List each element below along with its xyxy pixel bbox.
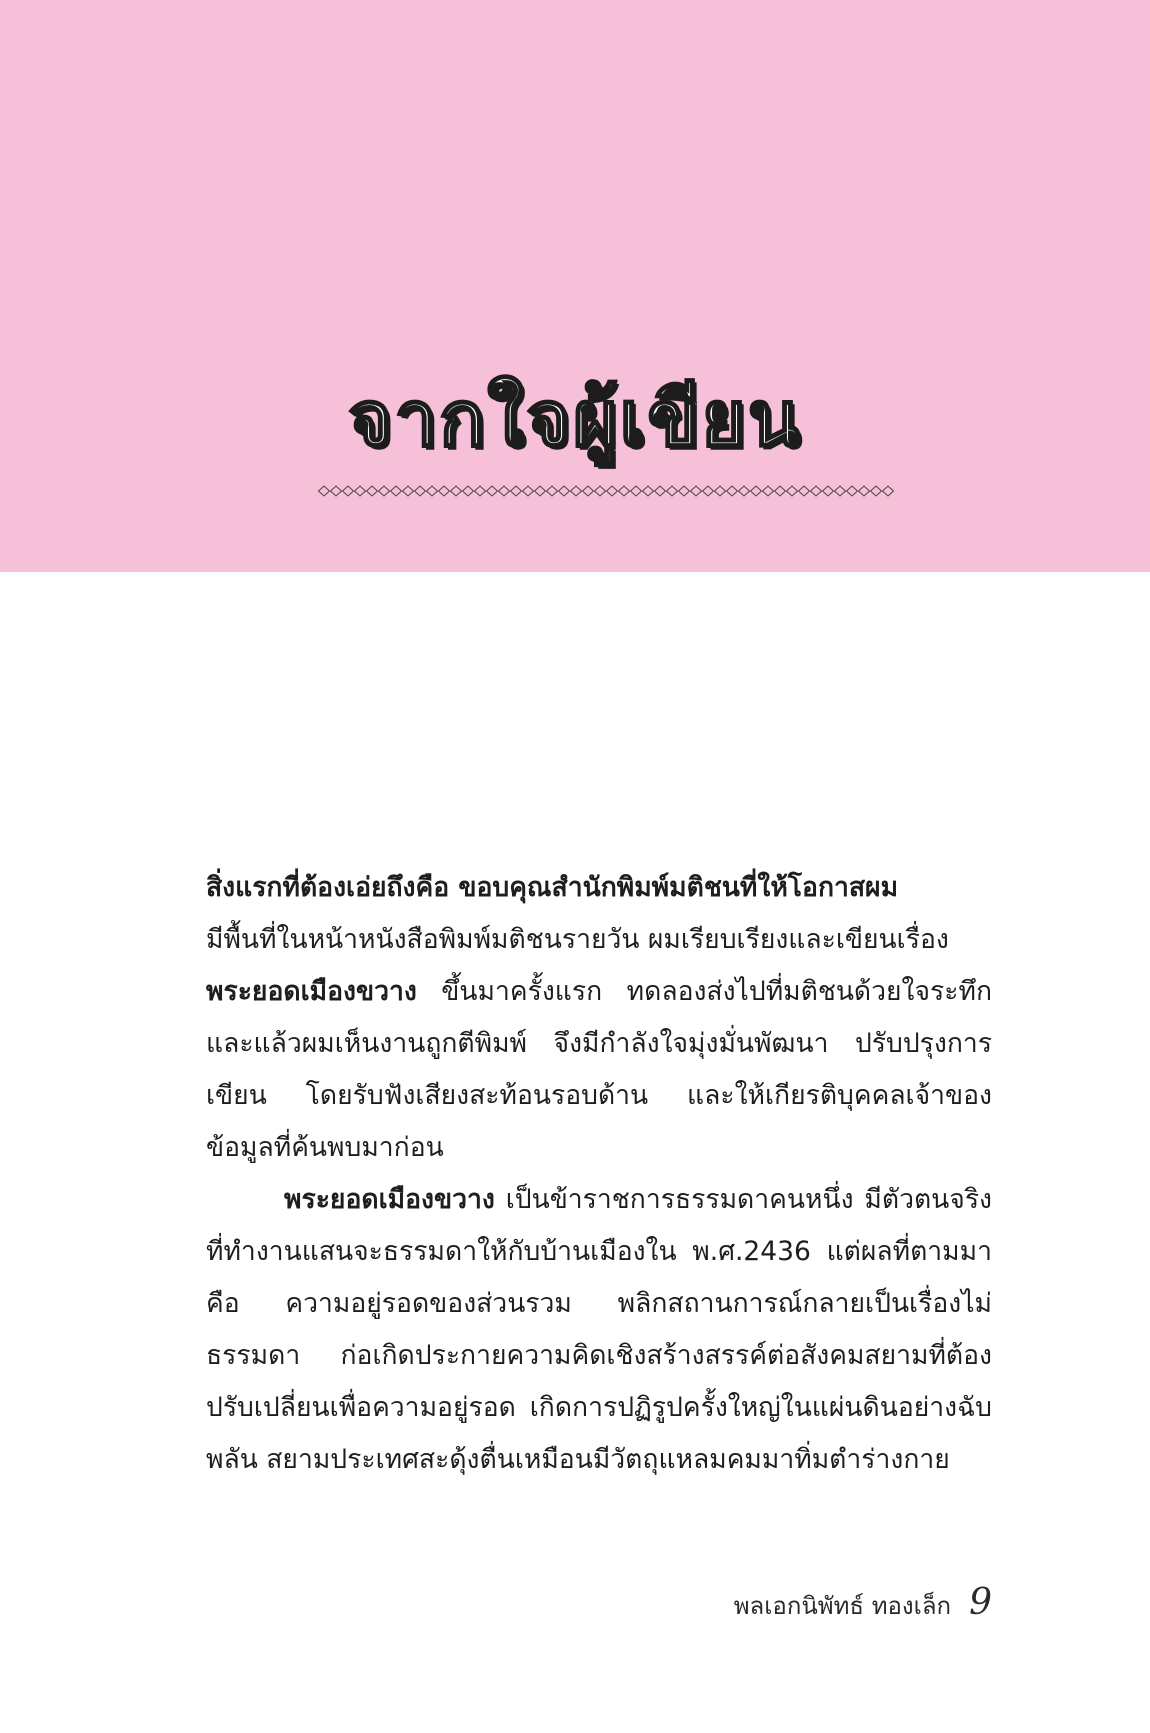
chapter-header-band	[0, 0, 1150, 572]
body-text	[206, 862, 992, 1486]
opening-sentence: สิ่งแรกที่ต้องเอ่ยถึงคือ ขอบคุณสำนักพิมพ์มติชนที่ให้โอกาสผม	[206, 872, 899, 903]
diamond-ornament	[511, 486, 522, 496]
diamond-ornament	[811, 486, 822, 496]
diamond-ornament	[883, 486, 894, 496]
diamond-ornament	[403, 486, 414, 496]
diamond-ornament	[379, 486, 390, 496]
diamond-ornament	[463, 486, 474, 496]
diamond-ornament	[631, 486, 642, 496]
paragraph-2-text: เป็นข้าราชการธรรมดาคนหนึ่ง มีตัวตนจริง ที่ทำงานแสนจะธรรมดาให้กับบ้านเมืองใน พ.ศ.2436 แต่ผลที่ตามมาคือ ความอยู่รอดของส่วนรวม พลิกสถานการณ์กลายเป็นเรื่องไม่ธรรมดา ก่อเกิดประกายความคิดเชิงสร้างสรรค์ต่อสังคมสยามที่ต้องปรับเปลี่ยนเพื่อความอยู่รอด เกิดการปฏิรูปครั้งใหญ่ในแผ่นดินอย่างฉับพลัน สยามประเทศสะดุ้งตื่นเหมือนมีวัตถุแหลมคมมาทิ่มตำร่างกาย	[206, 1184, 992, 1475]
diamond-ornament	[859, 486, 870, 496]
diamond-ornament	[619, 486, 630, 496]
diamond-ornament	[763, 486, 774, 496]
diamond-ornament	[835, 486, 846, 496]
diamond-ornament	[331, 486, 342, 496]
diamond-ornament	[667, 486, 678, 496]
diamond-ornament	[475, 486, 486, 496]
diamond-ornament	[535, 486, 546, 496]
book-title: พระยอดเมืองขวาง	[206, 976, 417, 1007]
paragraph-1	[206, 862, 992, 1174]
diamond-ornament	[595, 486, 606, 496]
diamond-ornament	[583, 486, 594, 496]
diamond-ornament	[655, 486, 666, 496]
diamond-ornament	[823, 486, 834, 496]
diamond-ornament	[727, 486, 738, 496]
diamond-ornament	[787, 486, 798, 496]
diamond-ornament	[427, 486, 438, 496]
diamond-ornament	[751, 486, 762, 496]
paragraph-1-text-b: ขึ้นมาครั้งแรก ทดลองส่งไปที่มติชนด้วยใจระทึก และแล้วผมเห็นงานถูกตีพิมพ์ จึงมีกำลังใจมุ่งมั่นพัฒนา ปรับปรุงการเขียน โดยรับฟังเสียงสะท้อนรอบด้าน และให้เกียรติบุคคลเจ้าของข้อมูลที่ค้นพบมาก่อน	[206, 976, 992, 1163]
diamond-ornament	[775, 486, 786, 496]
book-title-repeat: พระยอดเมืองขวาง	[284, 1184, 495, 1215]
diamond-ornament	[871, 486, 882, 496]
diamond-ornament	[523, 486, 534, 496]
chapter-title: จากใจผู้เขียน	[348, 374, 802, 463]
diamond-ornament	[691, 486, 702, 496]
paragraph-2	[206, 1174, 992, 1486]
diamond-ornament	[415, 486, 426, 496]
diamond-ornament	[799, 486, 810, 496]
diamond-ornament	[643, 486, 654, 496]
footer-author: พลเอกนิพัทธ์ ทองเล็ก	[733, 1592, 952, 1620]
diamond-ornament	[391, 486, 402, 496]
diamond-ornament	[343, 486, 354, 496]
diamond-ornament	[703, 486, 714, 496]
diamond-ornament	[499, 486, 510, 496]
page-number: 9	[969, 1582, 992, 1623]
diamond-ornament	[487, 486, 498, 496]
diamond-ornament	[607, 486, 618, 496]
diamond-ornament	[847, 486, 858, 496]
diamond-ornament	[319, 486, 330, 496]
diamond-ornament	[739, 486, 750, 496]
paragraph-1-text-a: มีพื้นที่ในหน้าหนังสือพิมพ์มติชนรายวัน ผมเรียบเรียงและเขียนเรื่อง	[206, 924, 949, 955]
diamond-ornament	[451, 486, 462, 496]
diamond-ornament	[355, 486, 366, 496]
diamond-ornament	[367, 486, 378, 496]
diamond-ornament	[679, 486, 690, 496]
decorative-diamond-rule	[318, 484, 894, 498]
page-footer	[734, 1582, 992, 1625]
diamond-ornament	[571, 486, 582, 496]
diamond-ornament	[559, 486, 570, 496]
diamond-ornament	[547, 486, 558, 496]
diamond-ornament	[439, 486, 450, 496]
diamond-ornament	[715, 486, 726, 496]
